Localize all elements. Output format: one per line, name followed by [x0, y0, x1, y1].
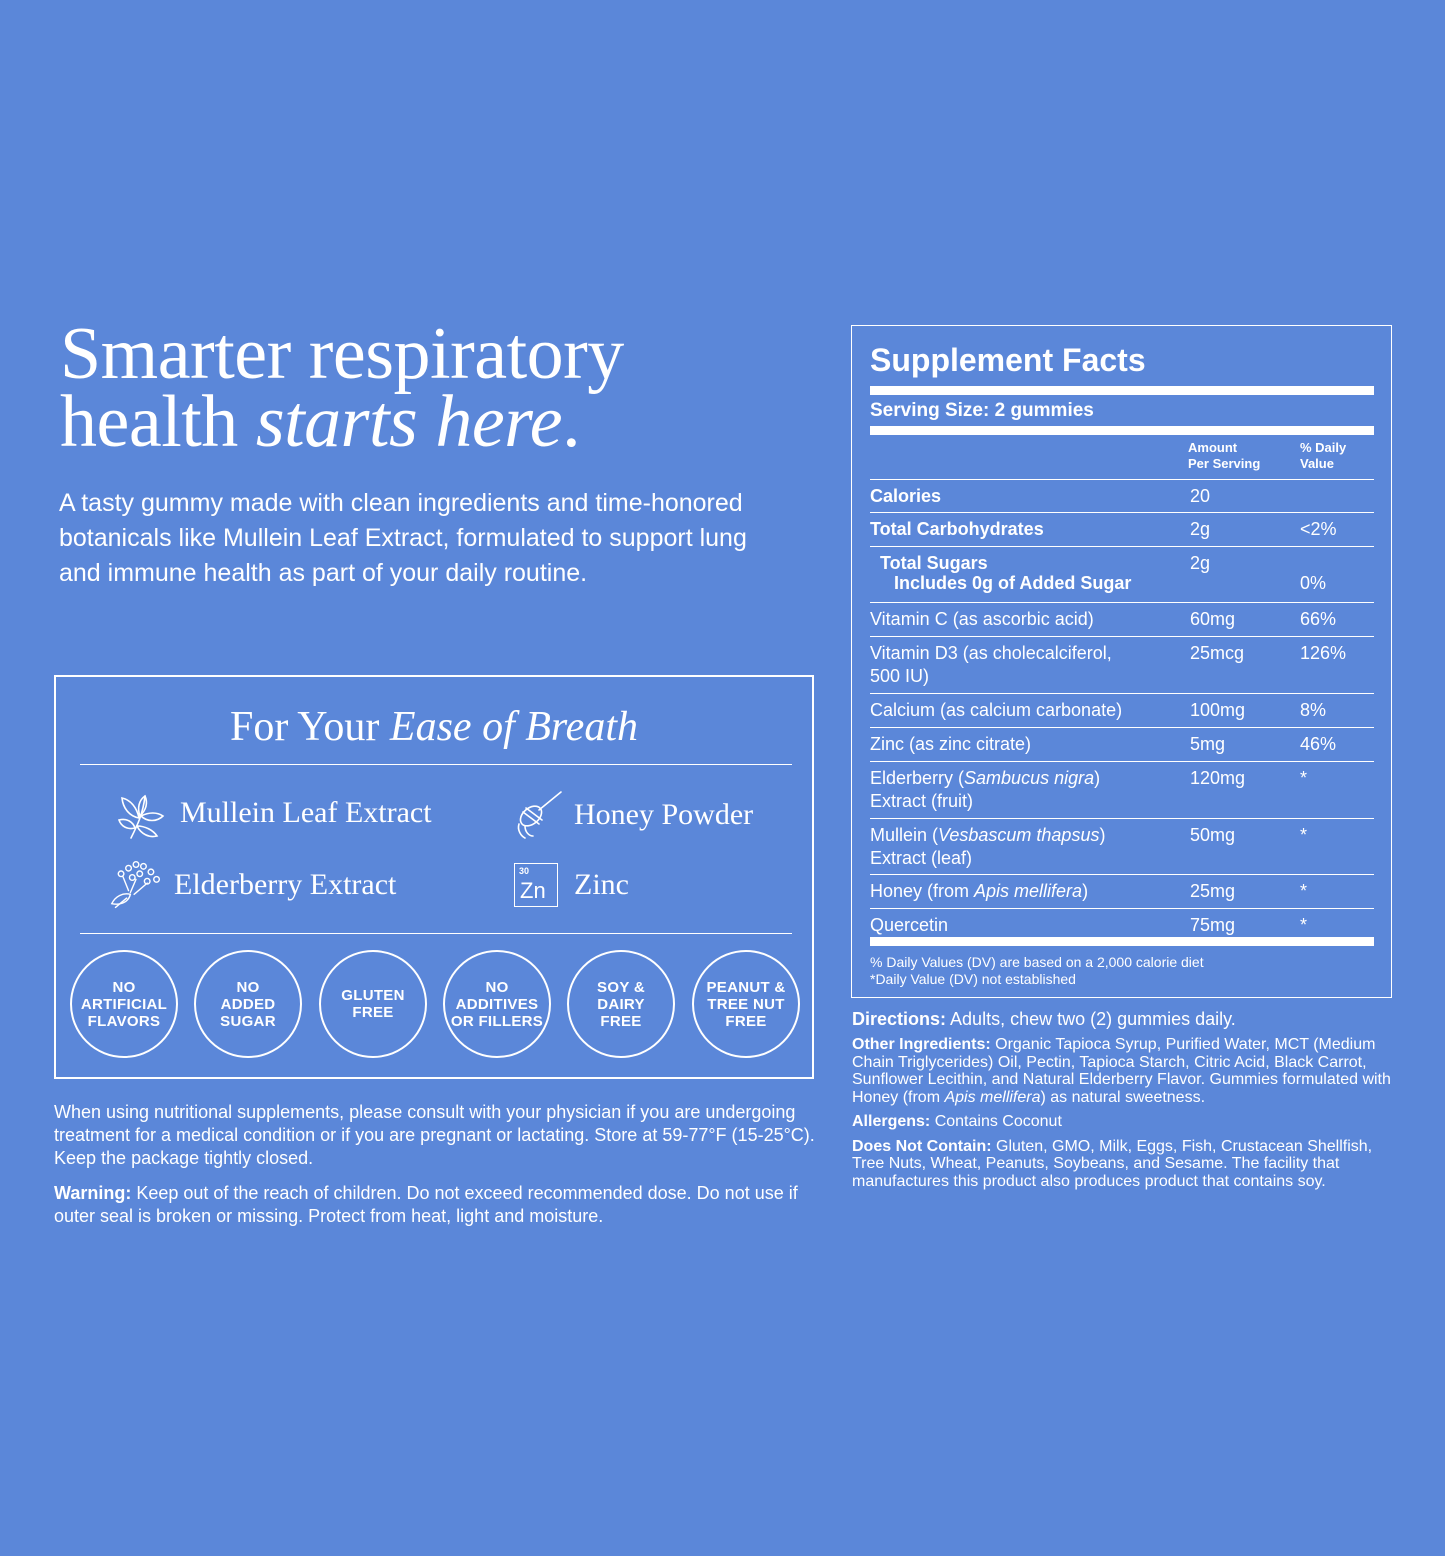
- headline-period: .: [562, 381, 581, 463]
- directions: Directions: Adults, chew two (2) gummies daily.: [852, 1009, 1236, 1029]
- warning-note: [54, 1182, 824, 1228]
- thick-rule: [870, 386, 1374, 395]
- thick-rule: [870, 426, 1374, 435]
- badge-peanut-tree-nut-free: PEANUT & TREE NUT FREE: [692, 950, 800, 1058]
- facts-footnote: % Daily Values (DV) are based on a 2,000 calorie diet *Daily Value (DV) not established: [870, 954, 1204, 987]
- other-ingredients: Other Ingredients: Organic Tapioca Syrup, Purified Water, MCT (Medium Chain Triglycerides) Oil, Pectin, Tapioca Starch, Citric Acid, Black Carrot, Sunflower Lecithin, and Natural Elderberry Flavor. Gummies formulated with Honey (from Apis mellifera) as natural sweetness.: [852, 1036, 1391, 1106]
- facts-row: Total Carbohydrates 2g <2%: [870, 513, 1374, 547]
- supplement-facts-title: Supplement Facts: [870, 342, 1146, 378]
- facts-row: Elderberry (Sambucus nigra) Extract (fruit) 120mg *: [870, 762, 1374, 819]
- zinc-symbol: Zn: [520, 878, 546, 903]
- ingredients-title: [56, 703, 812, 751]
- allergens: Allergens: Contains Coconut: [852, 1113, 1062, 1130]
- facts-row: Mullein (Vesbascum thapsus) Extract (leaf) 50mg *: [870, 819, 1374, 875]
- divider: [80, 933, 792, 934]
- facts-row: Calories 20: [870, 480, 1374, 513]
- facts-row: Calcium (as calcium carbonate) 100mg 8%: [870, 694, 1374, 728]
- column-header-daily-value: % Daily Value: [1300, 440, 1347, 471]
- badge-gluten-free: GLUTEN FREE: [319, 950, 427, 1058]
- badge-no-added-sugar: NO ADDED SUGAR: [194, 950, 302, 1058]
- ingredient-mullein: [114, 785, 432, 841]
- headline-line-1: Smarter respiratory: [60, 313, 624, 395]
- product-details: [852, 1008, 1392, 1197]
- badge-no-additives: NO ADDITIVES OR FILLERS: [443, 950, 551, 1058]
- ingredient-zinc: [508, 857, 629, 913]
- usage-notes: [54, 1101, 824, 1240]
- facts-row: Includes 0g of Added Sugar 0%: [870, 570, 1374, 603]
- does-not-contain: Does Not Contain: Gluten, GMO, Milk, Eggs, Fish, Crustacean Shellfish, Tree Nuts, Wheat, Peanuts, Soybeans, and Sesame. The facility that manufactures this product also produces product that contains soy.: [852, 1137, 1373, 1190]
- headline: [60, 313, 820, 463]
- facts-row: Quercetin 75mg *: [870, 915, 1308, 935]
- ingredient-label: Elderberry Extract: [174, 868, 397, 901]
- ingredient-label: Honey Powder: [574, 798, 754, 831]
- intro-paragraph: A tasty gummy made with clean ingredients and time-honored botanicals like Mullein Leaf Extract, formulated to support lung and immune health as part of your daily routine.: [59, 489, 747, 587]
- facts-row: Total Sugars 2g: [880, 553, 1211, 573]
- headline-line-2: health: [60, 381, 256, 463]
- facts-row: Honey (from Apis mellifera) 25mg *: [870, 875, 1374, 909]
- facts-row: Zinc (as zinc citrate) 5mg 46%: [870, 728, 1374, 762]
- column-header-amount: Amount Per Serving: [1188, 440, 1261, 471]
- ingredients-box: [54, 675, 814, 1079]
- warning-text: Keep out of the reach of children. Do not exceed recommended dose. Do not use if outer seal is broken or missing. Protect from heat, light and moisture.: [54, 1183, 798, 1226]
- zinc-atomic-number: 30: [519, 866, 530, 876]
- badge-no-artificial-flavors: NO ARTIFICIAL FLAVORS: [70, 950, 178, 1058]
- facts-row: Vitamin C (as ascorbic acid) 60mg 66%: [870, 603, 1374, 637]
- badge-soy-dairy-free: SOY & DAIRY FREE: [567, 950, 675, 1058]
- consult-note: When using nutritional supplements, please consult with your physician if you are undergoing treatment for a medical condition or if you are pregnant or lactating. Store at 59-77°F (15-25°C). Keep the package tightly closed.: [54, 1102, 815, 1168]
- ingredient-honey: [508, 787, 753, 843]
- leaf-icon: [114, 785, 170, 841]
- facts-row: Vitamin D3 (as cholecalciferol, 500 IU) 25mcg 126%: [870, 637, 1374, 694]
- ingredients-title-italic: Ease of Breath: [389, 704, 638, 750]
- thick-rule: [870, 937, 1374, 946]
- ingredient-elderberry: [108, 857, 396, 913]
- zinc-element-icon: [508, 857, 564, 913]
- supplement-facts-panel: [851, 325, 1392, 998]
- divider: [80, 764, 792, 765]
- ingredients-title-plain: For Your: [230, 704, 390, 750]
- ingredient-label: Zinc: [574, 868, 629, 901]
- honey-dipper-icon: [508, 787, 564, 843]
- elderberry-icon: [108, 857, 164, 913]
- warning-label: Warning:: [54, 1183, 132, 1203]
- headline-italic: starts here: [255, 381, 563, 463]
- ingredient-label: Mullein Leaf Extract: [180, 796, 432, 829]
- serving-size: Serving Size: 2 gummies: [870, 400, 1094, 421]
